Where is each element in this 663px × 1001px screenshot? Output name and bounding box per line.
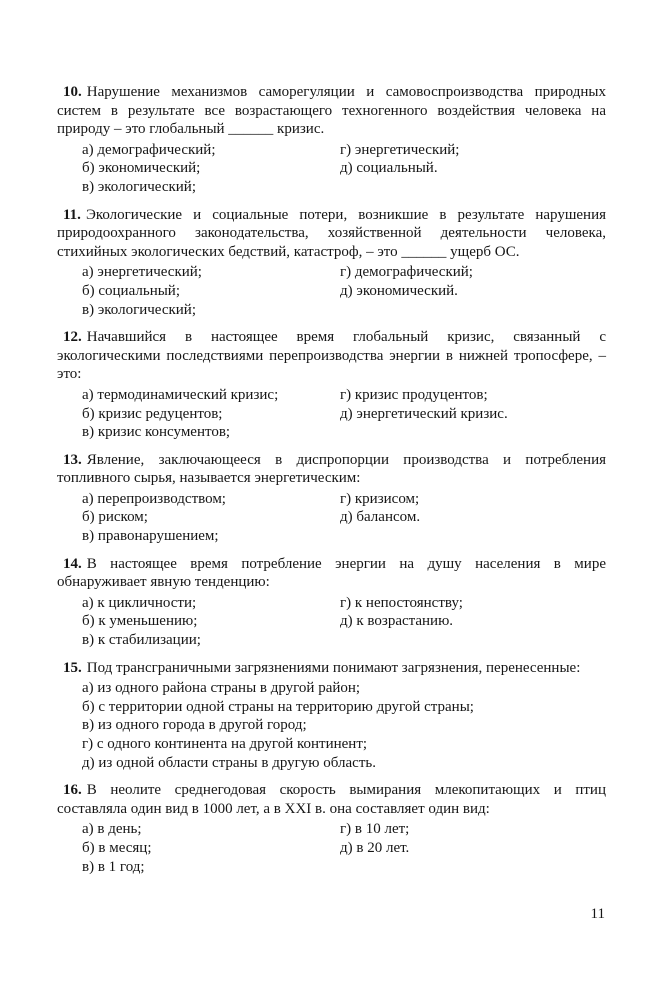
question-10 xyxy=(57,83,606,197)
options-right-column xyxy=(340,820,409,857)
option-g: г) энергетический; xyxy=(340,141,460,158)
question-statement: В неолите среднегодовая скорость вымирания млекопитающих и птиц составляла один вид в 1000 лет, а в XXI в. она составляет один вид: xyxy=(57,782,606,817)
question-text xyxy=(57,781,606,818)
option-g: г) кризис продуцентов; xyxy=(340,386,488,403)
question-text xyxy=(57,83,606,139)
options-full-column xyxy=(57,679,606,772)
option-d: д) энергетический кризис. xyxy=(340,405,508,422)
question-11 xyxy=(57,206,606,320)
question-number: 16. xyxy=(63,782,82,799)
question-statement: Начавшийся в настоящее время глобальный кризис, связанный с экологическими последствиями перепроизводства энергии в нижней тропосфере, – это: xyxy=(57,329,606,383)
question-number: 11. xyxy=(63,206,81,223)
option-b: б) в месяц; xyxy=(82,839,152,856)
options-right-column xyxy=(340,490,420,527)
option-b: б) с территории одной страны на территорию другой страны; xyxy=(82,698,474,715)
option-b: б) риском; xyxy=(82,509,148,526)
option-d: д) экономический. xyxy=(340,282,458,299)
options-left-column xyxy=(57,820,606,876)
question-14 xyxy=(57,555,606,650)
question-number: 13. xyxy=(63,451,82,468)
questions-list xyxy=(57,83,606,885)
question-text xyxy=(57,328,606,384)
option-v: в) экологический; xyxy=(82,178,197,195)
options-right-column xyxy=(340,263,473,300)
question-16 xyxy=(57,781,606,876)
option-a: а) из одного района страны в другой район; xyxy=(82,680,361,697)
options-right-column xyxy=(340,141,459,178)
question-statement: Экологические и социальные потери, возникшие в результате нарушения природоохранного законодательства, хозяйственной деятельности человека, стихийных экологических бедствий, катастроф, – это ______ ущерб ОС. xyxy=(57,206,606,260)
options-left-column xyxy=(57,141,606,197)
options xyxy=(57,490,606,546)
option-v: в) экологический; xyxy=(82,301,197,318)
options xyxy=(57,141,606,197)
option-v: в) к стабилизации; xyxy=(82,632,201,649)
options-right-column xyxy=(340,594,463,631)
options-left-column xyxy=(57,386,606,442)
question-12 xyxy=(57,328,606,442)
question-13 xyxy=(57,451,606,546)
option-d: д) из одной области страны в другую область. xyxy=(82,754,376,771)
options xyxy=(57,594,606,650)
options xyxy=(57,263,606,319)
option-b: б) к уменьшению; xyxy=(82,613,198,630)
question-text xyxy=(57,555,606,592)
option-g: г) с одного континента на другой континент; xyxy=(82,736,368,752)
option-g: г) кризисом; xyxy=(340,490,420,507)
option-g: г) к непостоянству; xyxy=(340,594,463,611)
option-v: в) кризис консументов; xyxy=(82,424,231,441)
option-a: а) к цикличности; xyxy=(82,594,197,611)
option-v: в) в 1 год; xyxy=(82,858,145,875)
options-right-column xyxy=(340,386,508,423)
option-a: а) перепроизводством; xyxy=(82,490,226,507)
question-number: 12. xyxy=(63,329,82,346)
option-d: д) социальный. xyxy=(340,160,438,177)
question-statement: Явление, заключающееся в диспропорции производства и потребления топливного сырья, называется энергетическим: xyxy=(57,451,606,487)
option-b: б) экономический; xyxy=(82,160,201,177)
question-number: 10. xyxy=(63,84,82,100)
option-a: а) энергетический; xyxy=(82,264,202,281)
option-b: б) кризис редуцентов; xyxy=(82,405,223,422)
option-b: б) социальный; xyxy=(82,282,181,299)
option-v: в) из одного города в другой город; xyxy=(82,717,307,734)
question-statement: В настоящее время потребление энергии на душу населения в мире обнаруживает явную тенденцию: xyxy=(57,555,606,591)
options xyxy=(57,679,606,772)
option-d: д) к возрастанию. xyxy=(340,613,454,630)
options xyxy=(57,820,606,876)
options xyxy=(57,386,606,442)
options-left-column xyxy=(57,263,606,319)
question-statement: Под трансграничными загрязнениями понимают загрязнения, перенесенные: xyxy=(86,659,581,676)
options-left-column xyxy=(57,490,606,546)
option-a: а) демографический; xyxy=(82,141,216,158)
option-a: а) в день; xyxy=(82,821,142,838)
option-v: в) правонарушением; xyxy=(82,528,219,545)
option-a: а) термодинамический кризис; xyxy=(82,386,279,403)
question-statement: Нарушение механизмов саморегуляции и самовоспроизводства природных систем в результате все возрастающего техногенного воздействия человека на природу – это глобальный ______ кризис. xyxy=(57,84,606,138)
page-number: 11 xyxy=(590,906,605,922)
question-text xyxy=(57,451,606,488)
option-d: д) в 20 лет. xyxy=(340,839,410,856)
option-g: г) демографический; xyxy=(340,264,473,281)
question-number: 14. xyxy=(63,555,82,572)
question-number: 15. xyxy=(63,659,82,676)
question-15 xyxy=(57,659,606,773)
option-g: г) в 10 лет; xyxy=(340,821,410,838)
question-text xyxy=(57,659,606,678)
question-text xyxy=(57,206,606,262)
option-d: д) балансом. xyxy=(340,509,421,526)
options-left-column xyxy=(57,594,606,650)
